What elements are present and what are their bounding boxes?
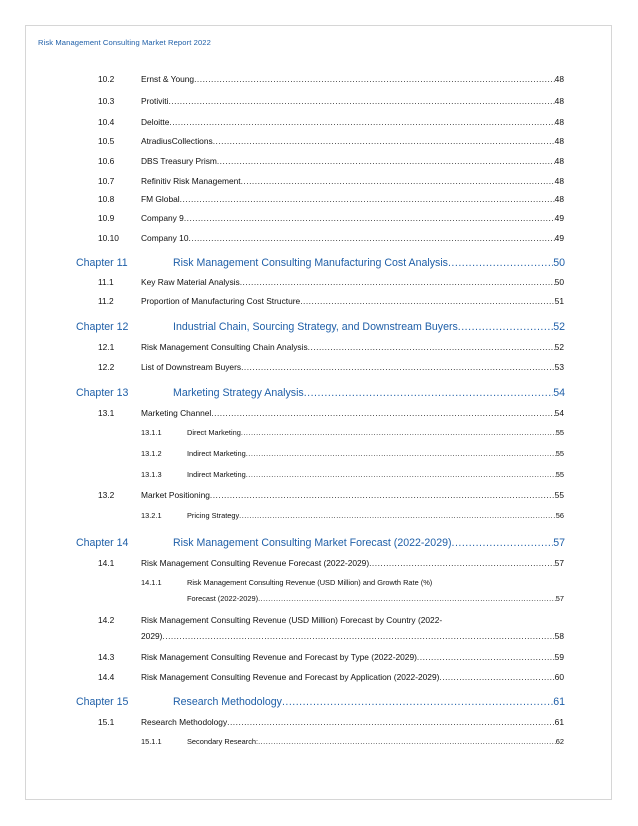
toc-entry-10-3[interactable] [98, 96, 564, 106]
toc-page-number: 55 [554, 490, 564, 500]
toc-label: Company 9 [141, 213, 184, 223]
toc-page-number: 54 [554, 408, 564, 418]
toc-label: Risk Management Consulting Revenue and Forecast by Type (2022-2029) [141, 652, 417, 662]
toc-label: Risk Management Consulting Revenue Forecast (2022-2029) [141, 558, 370, 568]
dot-leader [439, 672, 554, 682]
toc-number: 10.3 [98, 96, 115, 106]
toc-page-number: 59 [554, 652, 564, 662]
toc-entry-13-2[interactable] [98, 490, 564, 500]
dot-leader [258, 737, 556, 746]
toc-number: 10.2 [98, 74, 115, 84]
toc-page-number: 50 [553, 257, 565, 269]
toc-label: Secondary Research: [187, 737, 259, 746]
dot-leader [213, 136, 555, 146]
toc-entry-13-1-1[interactable] [141, 428, 564, 437]
toc-page-number: 53 [554, 362, 564, 372]
dot-leader [258, 594, 556, 603]
dot-leader [246, 470, 556, 479]
toc-label: Marketing Channel [141, 408, 212, 418]
dot-leader [240, 277, 555, 287]
toc-page-number: 49 [554, 233, 564, 243]
toc-entry-14-1[interactable] [98, 558, 564, 568]
dot-leader [241, 362, 555, 372]
toc-page-number: 57 [555, 594, 564, 603]
toc-page-number: 52 [553, 321, 565, 333]
dot-leader [241, 428, 556, 437]
toc-page-number: 48 [554, 117, 564, 127]
toc-label-continued: Forecast (2022-2029) [187, 594, 259, 603]
toc-chapter-12[interactable] [76, 321, 565, 333]
toc-number: 10.5 [98, 136, 115, 146]
toc-number: 15.1 [98, 717, 115, 727]
toc-entry-14-4[interactable] [98, 672, 564, 682]
toc-label: Proportion of Manufacturing Cost Structure [141, 296, 301, 306]
toc-chapter-title: Industrial Chain, Sourcing Strategy, and Downstream Buyers [173, 321, 458, 333]
toc-number: 10.7 [98, 176, 115, 186]
toc-page-number: 51 [554, 296, 564, 306]
dot-leader [169, 117, 554, 127]
dot-leader [458, 321, 553, 333]
toc-number: 14.3 [98, 652, 115, 662]
toc-chapter-15[interactable] [76, 696, 565, 708]
dot-leader [417, 652, 555, 662]
toc-number: 11.2 [98, 296, 114, 306]
toc-label: Pricing Strategy [187, 511, 240, 520]
toc-label: AtradiusCollections [141, 136, 213, 146]
toc-number: 10.9 [98, 213, 115, 223]
toc-label: Risk Management Consulting Chain Analysis [141, 342, 308, 352]
toc-label: Market Positioning [141, 490, 210, 500]
dot-leader [241, 176, 555, 186]
toc-label: Indirect Marketing [187, 449, 246, 458]
toc-page-number: 61 [554, 717, 564, 727]
toc-number: 10.4 [98, 117, 115, 127]
toc-page-number: 62 [555, 737, 564, 746]
dot-leader [184, 213, 555, 223]
toc-label: Deloitte [141, 117, 170, 127]
toc-entry-10-7[interactable] [98, 176, 564, 186]
toc-page-number: 49 [554, 213, 564, 223]
toc-page-number: 48 [554, 74, 564, 84]
dot-leader [304, 387, 553, 399]
toc-number: 10.6 [98, 156, 115, 166]
toc-entry-11-1[interactable] [98, 277, 564, 287]
toc-entry-10-8[interactable] [98, 194, 564, 204]
dot-leader [194, 74, 555, 84]
toc-entry-13-2-1[interactable] [141, 511, 564, 520]
toc-number: 14.4 [98, 672, 115, 682]
toc-chapter-number: Chapter 13 [76, 387, 129, 399]
toc-number: 13.1 [98, 408, 115, 418]
dot-leader [162, 631, 554, 641]
toc-page-number: 48 [554, 136, 564, 146]
toc-entry-10-6[interactable] [98, 156, 564, 166]
toc-entry-12-2[interactable] [98, 362, 564, 372]
toc-page-number: 48 [554, 194, 564, 204]
toc-entry-12-1[interactable] [98, 342, 564, 352]
toc-chapter-number: Chapter 15 [76, 696, 129, 708]
dot-leader [308, 342, 555, 352]
toc-label: FM Global [141, 194, 180, 204]
dot-leader [452, 537, 554, 549]
toc-chapter-title: Risk Management Consulting Manufacturing Cost Analysis [173, 257, 448, 269]
toc-chapter-number: Chapter 12 [76, 321, 129, 333]
toc-page-number: 54 [553, 387, 565, 399]
toc-entry-10-10[interactable] [98, 233, 564, 243]
dot-leader [210, 490, 555, 500]
toc-number: 13.2.1 [141, 511, 162, 520]
toc-label: Indirect Marketing [187, 470, 246, 479]
dot-leader [282, 696, 553, 708]
toc-chapter-13[interactable] [76, 387, 565, 399]
toc-entry-15-1[interactable] [98, 717, 564, 727]
toc-page-number: 48 [554, 156, 564, 166]
toc-page-number: 48 [554, 96, 564, 106]
toc-entry-14-2[interactable] [98, 615, 564, 625]
toc-page-number: 60 [554, 672, 564, 682]
toc-entry-10-4[interactable] [98, 117, 564, 127]
toc-label: Risk Management Consulting Revenue (USD Million) Forecast by Country (2022- [141, 615, 443, 625]
toc-page-number: 56 [555, 511, 564, 520]
toc-entry-14-2-cont[interactable] [141, 631, 564, 641]
toc-number: 15.1.1 [141, 737, 162, 746]
toc-entry-13-1-3[interactable] [141, 470, 564, 479]
toc-entry-15-1-1[interactable] [141, 737, 564, 746]
toc-number: 11.1 [98, 277, 114, 287]
toc-page-number: 58 [554, 631, 564, 641]
toc-chapter-number: Chapter 11 [76, 257, 128, 269]
running-header: Risk Management Consulting Market Report 2022 [38, 38, 211, 47]
toc-page-number: 55 [555, 449, 564, 458]
dot-leader [189, 233, 555, 243]
toc-label: Risk Management Consulting Revenue and Forecast by Application (2022-2029) [141, 672, 440, 682]
dot-leader [168, 96, 554, 106]
dot-leader [211, 408, 554, 418]
toc-chapter-title: Marketing Strategy Analysis [173, 387, 304, 399]
toc-number: 14.2 [98, 615, 115, 625]
toc-label: List of Downstream Buyers [141, 362, 242, 372]
toc-number: 12.2 [98, 362, 115, 372]
dot-leader [300, 296, 554, 306]
toc-label: DBS Treasury Prism [141, 156, 217, 166]
toc-label: Refinitiv Risk Management [141, 176, 241, 186]
toc-page-number: 55 [555, 470, 564, 479]
toc-number: 10.10 [98, 233, 119, 243]
toc-label: Company 10 [141, 233, 189, 243]
toc-chapter-14[interactable] [76, 537, 565, 549]
dot-leader [227, 717, 555, 727]
toc-page-number: 52 [554, 342, 564, 352]
toc-number: 14.1 [98, 558, 115, 568]
toc-number: 12.1 [98, 342, 115, 352]
dot-leader [180, 194, 555, 204]
toc-entry-11-2[interactable] [98, 296, 564, 306]
toc-entry-10-5[interactable] [98, 136, 564, 146]
toc-number: 13.1.1 [141, 428, 162, 437]
dot-leader [217, 156, 555, 166]
toc-number: 10.8 [98, 194, 115, 204]
toc-label-continued: 2029) [141, 631, 163, 641]
toc-number: 13.2 [98, 490, 115, 500]
toc-label: Protiviti [141, 96, 169, 106]
toc-page-number: 57 [553, 537, 565, 549]
toc-chapter-title: Risk Management Consulting Market Forecast (2022-2029) [173, 537, 452, 549]
toc-entry-14-1-1-cont[interactable] [187, 594, 564, 603]
dot-leader [246, 449, 556, 458]
toc-number: 13.1.3 [141, 470, 162, 479]
dot-leader [448, 257, 553, 269]
toc-label: Ernst & Young [141, 74, 195, 84]
toc-entry-13-1[interactable] [98, 408, 564, 418]
toc-page-number: 50 [554, 277, 564, 287]
toc-entry-10-2[interactable] [98, 74, 564, 84]
dot-leader [369, 558, 555, 568]
toc-label: Research Methodology [141, 717, 228, 727]
toc-page-number: 55 [555, 428, 564, 437]
toc-page-number: 61 [553, 696, 565, 708]
toc-number: 13.1.2 [141, 449, 162, 458]
toc-page-number: 57 [554, 558, 564, 568]
toc-label: Key Raw Material Analysis [141, 277, 240, 287]
toc-label: Risk Management Consulting Revenue (USD Million) and Growth Rate (%) [187, 578, 433, 587]
toc-entry-13-1-2[interactable] [141, 449, 564, 458]
toc-chapter-11[interactable] [76, 257, 565, 269]
dot-leader [239, 511, 556, 520]
toc-entry-14-3[interactable] [98, 652, 564, 662]
toc-page-number: 48 [554, 176, 564, 186]
toc-label: Direct Marketing [187, 428, 241, 437]
toc-chapter-number: Chapter 14 [76, 537, 129, 549]
toc-number: 14.1.1 [141, 578, 162, 587]
toc-chapter-title: Research Methodology [173, 696, 282, 708]
toc-entry-14-1-1[interactable] [141, 578, 564, 587]
toc-entry-10-9[interactable] [98, 213, 564, 223]
